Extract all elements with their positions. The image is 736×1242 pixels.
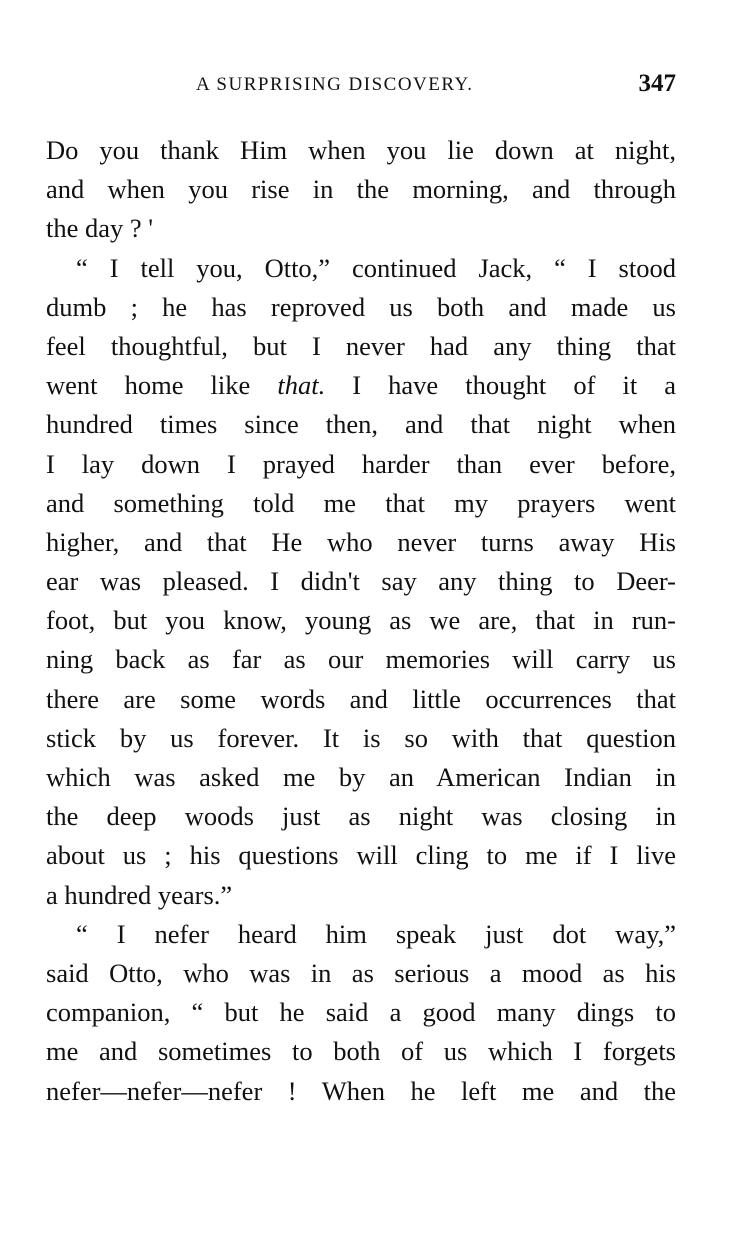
italic-word: that. xyxy=(277,370,326,401)
text-line: the day ? ' xyxy=(46,213,154,244)
text-line: and when you rise in the morning, and through xyxy=(46,174,676,205)
text-line: which was asked me by an American Indian in xyxy=(46,762,676,792)
text-line: about us ; his questions will cling to me if I live xyxy=(46,840,676,871)
text-line: there are some words and little occurrences that xyxy=(46,683,676,714)
page-number: 347 xyxy=(638,70,676,97)
text-line: foot, but you know, young as we are, that in run- xyxy=(46,605,676,636)
text-line: stick by us forever. It is so with that question xyxy=(46,722,676,753)
text-line: “ I tell you, Otto,” continued Jack, “ I stood xyxy=(76,252,676,283)
text-line: said Otto, who was in as serious a mood as his xyxy=(46,957,676,988)
text-line: a hundred years.” xyxy=(46,879,233,910)
running-title: A SURPRISING DISCOVERY. xyxy=(196,74,474,95)
text-line: and something told me that my prayers went xyxy=(46,487,676,518)
text-line: me and sometimes to both of us which I forgets xyxy=(46,1036,676,1067)
text-line: hundred times since then, and that night when xyxy=(46,409,676,440)
text-line xyxy=(46,366,676,405)
text-line: ning back as far as our memories will carry us xyxy=(46,644,676,675)
running-head xyxy=(46,70,676,100)
text-line: nefer—nefer—nefer ! When he left me and the xyxy=(46,1075,676,1106)
text-line: the deep woods just as night was closing in xyxy=(46,801,676,832)
text-line: I lay down I prayed harder than ever before, xyxy=(46,448,676,479)
text-line: Do you thank Him when you lie down at night, xyxy=(46,135,676,165)
body-text xyxy=(46,131,676,1111)
text-line: companion, “ but he said a good many dings to xyxy=(46,997,676,1028)
text-line: dumb ; he has reproved us both and made us xyxy=(46,291,676,322)
text-segment: I have thought of it a xyxy=(352,370,677,401)
text-line: feel thoughtful, but I never had any thing that xyxy=(46,330,676,361)
text-segment: went home like xyxy=(46,370,251,401)
text-line: higher, and that He who never turns away His xyxy=(46,526,676,557)
text-line: ear was pleased. I didn't say any thing to Deer- xyxy=(46,566,676,597)
text-line: “ I nefer heard him speak just dot way,” xyxy=(76,918,676,949)
